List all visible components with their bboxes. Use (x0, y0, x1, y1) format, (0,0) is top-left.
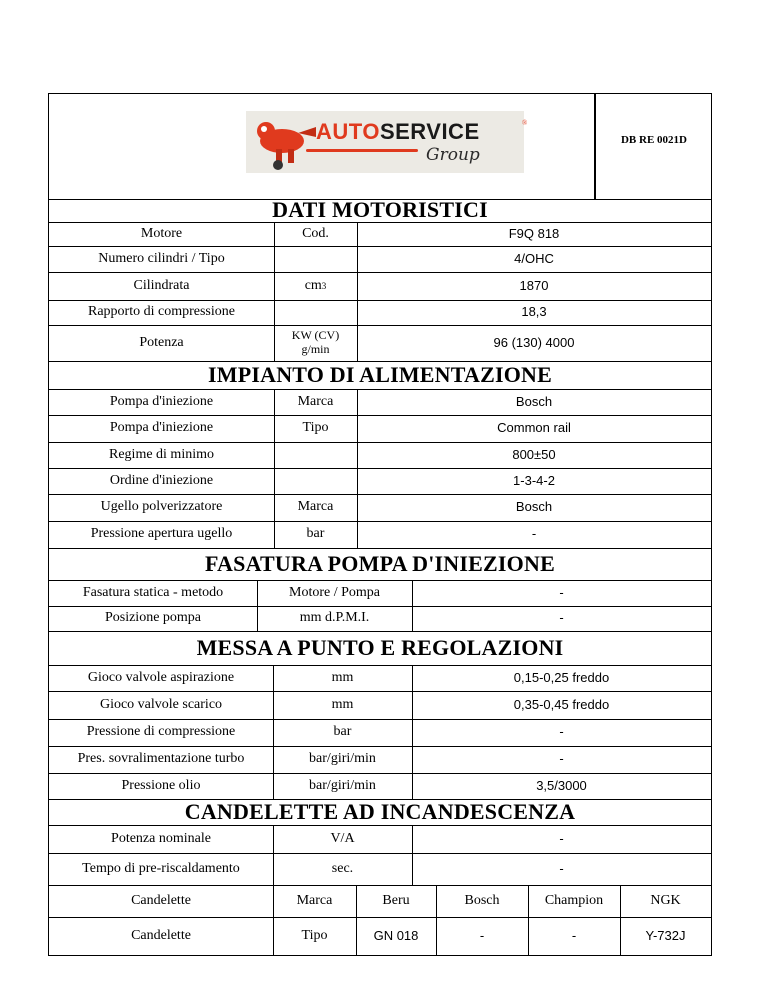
datasheet (48, 93, 712, 956)
row-value: 0,15-0,25 freddo (513, 669, 610, 685)
type-beru: GN 018 (373, 927, 419, 943)
row-value: 800±50 (512, 446, 556, 462)
row-label: Motore (140, 225, 183, 241)
row-value: - (531, 526, 537, 542)
row-label: Pressione olio (121, 777, 201, 793)
row-value: Bosch (515, 393, 553, 409)
row-value: 1-3-4-2 (513, 472, 555, 488)
row-value: - (559, 610, 564, 626)
row-unit: mm d.P.M.I. (299, 610, 370, 626)
section-title-tuning: MESSA A PUNTO E REGOLAZIONI (196, 635, 564, 660)
row-unit: Cod. (302, 225, 329, 241)
brand-bosch: Bosch (464, 892, 500, 908)
rule (412, 825, 413, 885)
row-value: 4/OHC (514, 250, 554, 266)
section-title-engine: DATI MOTORISTICI (272, 197, 488, 222)
rule (528, 885, 529, 955)
row-label: Gioco valvole aspirazione (87, 669, 235, 685)
rule (620, 885, 621, 955)
row-label: Ordine d'iniezione (109, 472, 214, 488)
rule (412, 665, 413, 799)
row-unit: mm (331, 696, 354, 712)
type-bosch: - (479, 927, 485, 943)
brand-beru: Beru (382, 892, 410, 908)
row-value: - (559, 830, 564, 846)
row-unit: bar/giri/min (309, 777, 376, 793)
row-unit: bar (306, 526, 325, 542)
row-value: 18,3 (521, 304, 547, 320)
row-label: Candelette (131, 892, 191, 908)
row-label: Pres. sovralimentazione turbo (77, 751, 245, 767)
rule (436, 885, 437, 955)
row-label: Ugello polverizzatore (100, 499, 223, 515)
row-value: 96 (130) 4000 (493, 334, 575, 350)
rule (274, 222, 275, 361)
rule (357, 389, 358, 548)
brand-champion: Champion (544, 892, 604, 908)
row-unit: Tipo (301, 927, 328, 943)
row-value: - (559, 860, 564, 876)
rule (412, 580, 413, 631)
row-label: Rapporto di compressione (88, 304, 235, 320)
row-label: Pompa d'iniezione (109, 393, 214, 409)
row-label: Pressione di compressione (86, 724, 236, 740)
row-label: Numero cilindri / Tipo (98, 250, 225, 266)
rule (273, 665, 274, 799)
type-ngk: Y-732J (645, 927, 686, 943)
row-value: - (559, 724, 564, 740)
row-unit: Motore / Pompa (289, 584, 380, 600)
row-value: Common rail (497, 420, 571, 436)
row-label: Potenza (139, 334, 184, 350)
row-value: F9Q 818 (508, 225, 560, 241)
row-unit: Marca (297, 393, 334, 409)
rule (357, 222, 358, 361)
logo-wordmark: AUTOSERVICE (316, 119, 480, 144)
row-label: Posizione pompa (104, 610, 202, 626)
row-value: - (559, 751, 564, 767)
row-label: Candelette (131, 927, 191, 943)
row-unit: Tipo (302, 420, 329, 436)
rule (257, 580, 258, 631)
section-title-fuel: IMPIANTO DI ALIMENTAZIONE (207, 362, 552, 387)
row-label: Pompa d'iniezione (109, 420, 214, 436)
row-label: Gioco valvole scarico (99, 696, 223, 712)
logo-swoosh (306, 149, 418, 152)
section-title-glow: CANDELETTE AD INCANDESCENZA (184, 799, 576, 824)
row-label: Potenza nominale (111, 830, 211, 846)
row-value: 3,5/3000 (536, 777, 587, 793)
row-label: Tempo di pre-riscaldamento (82, 860, 240, 876)
row-label: Regime di minimo (109, 446, 214, 462)
registered-mark: ® (522, 119, 528, 127)
row-unit: mm (331, 669, 354, 685)
logo-group-text: Group (426, 145, 480, 165)
row-unit: Marca (296, 892, 333, 908)
row-unit: cm 3 (304, 277, 327, 293)
row-unit: sec. (331, 860, 354, 876)
brand-ngk: NGK (650, 892, 681, 908)
row-unit: bar (333, 724, 352, 740)
section-title-timing: FASATURA POMPA D'INIEZIONE (205, 551, 555, 576)
rule (274, 389, 275, 548)
row-unit: V/A (330, 830, 355, 846)
autoservice-logo (246, 111, 528, 173)
row-value: 0,35-0,45 freddo (513, 696, 610, 712)
row-value: Bosch (515, 499, 553, 515)
row-value: 1870 (519, 277, 549, 293)
row-unit: KW (CV) g/min (291, 328, 340, 356)
mascot-icon (248, 111, 318, 173)
type-champion: - (571, 927, 577, 943)
row-value: - (559, 584, 564, 600)
row-label: Cilindrata (133, 277, 190, 293)
row-unit: Marca (297, 499, 334, 515)
row-label: Pressione apertura ugello (90, 526, 233, 542)
rule (273, 825, 274, 955)
row-label: Fasatura statica - metodo (82, 584, 224, 600)
row-unit: bar/giri/min (309, 751, 376, 767)
rule (356, 885, 357, 955)
header (49, 94, 711, 200)
document-code: DB RE 0021D (620, 134, 687, 146)
header-divider (594, 94, 596, 199)
